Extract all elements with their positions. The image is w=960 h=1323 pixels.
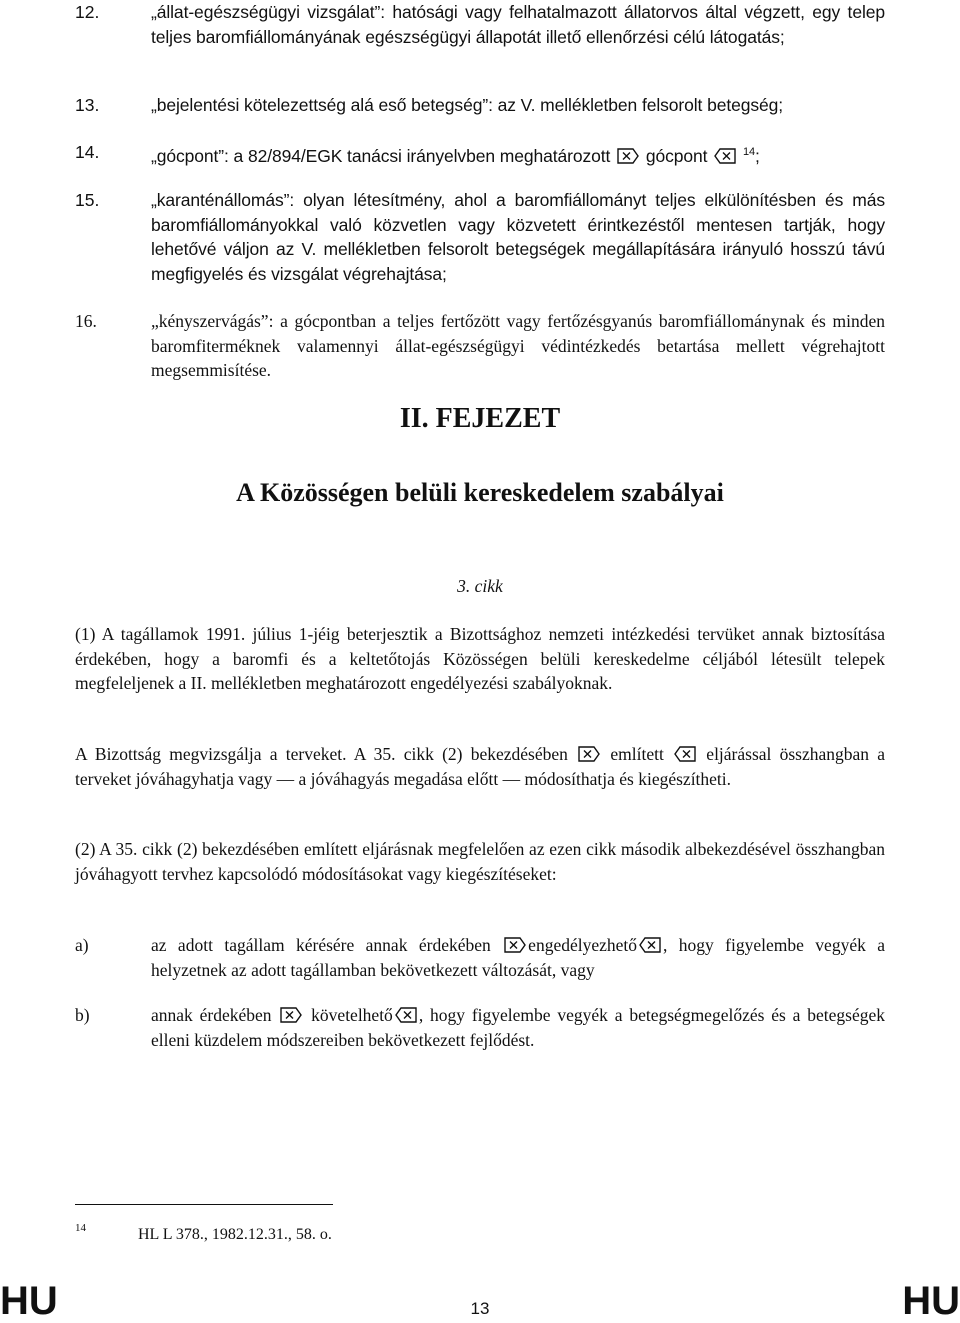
definition-14 — [75, 140, 885, 169]
definition-text: „karanténállomás”: olyan létesítmény, ahol a baromfiállományt teljes elkülönítésben és más baromfiállományokkal való közvetlen vagy közvetett érintkezéstől mentesen tartják, hogy lehetővé váljon az V. mellékletben felsorolt betegségek megállapítására irányuló hosszú távú megfigyelés és vizsgálat végrehajtása; — [151, 190, 885, 284]
language-code-right: HU — [902, 1279, 960, 1323]
item-text — [151, 933, 885, 982]
definition-number: 12. — [75, 2, 100, 22]
page-number: 13 — [470, 1299, 490, 1318]
item-text-mid: engedélyezhető — [528, 935, 637, 955]
definition-text: „bejelentési kötelezettség alá eső betegség”: az V. mellékletben felsorolt betegség; — [151, 95, 784, 115]
insert-end-icon — [714, 148, 736, 164]
item-label: b) — [75, 1005, 90, 1025]
definition-text-pre: „gócpont”: a 82/894/EGK tanácsi irányelvben meghatározott — [151, 146, 611, 166]
item-text-post: , hogy figyelembe vegyék a helyzetnek az adott tagállamban bekövetkezett változását, vagy — [151, 935, 885, 980]
definition-16 — [75, 309, 885, 383]
definition-text-mid: gócpont — [645, 146, 708, 166]
insert-start-icon — [617, 148, 639, 164]
insert-end-icon — [639, 937, 661, 953]
item-text-pre: annak érdekében — [151, 1005, 272, 1025]
definition-text: „állat-egészségügyi vizsgálat”: hatósági vagy felhatalmazott állatorvos által végzett, egy telep teljes baromfiállományának egészségügyi állapotát illető ellenőrzési célú látogatás; — [151, 2, 885, 47]
insert-end-icon — [674, 746, 696, 762]
language-code-left: HU — [0, 1279, 58, 1323]
paragraph-2-mid: említett — [610, 744, 664, 764]
definition-text — [151, 140, 885, 169]
chapter-subtitle: A Közösségen belüli kereskedelem szabályai — [236, 478, 724, 507]
insert-start-icon — [280, 1007, 302, 1023]
footnote-text: HL L 378., 1982.12.31., 58. o. — [138, 1226, 332, 1243]
item-text-mid: követelhető — [311, 1005, 393, 1025]
chapter-title: II. FEJEZET — [399, 403, 561, 434]
insert-end-icon — [395, 1007, 417, 1023]
definition-text-post: ; — [755, 146, 760, 166]
paragraph-2-post: eljárással összhangban a terveket jóváhagyhatja vagy — a jóváhagyás megadása előtt — módosíthatja és kiegészítheti. — [75, 744, 886, 789]
insert-start-icon — [578, 746, 600, 762]
definition-number: 15. — [75, 190, 100, 210]
item-label: a) — [75, 935, 89, 955]
definition-12 — [75, 0, 885, 49]
item-text-pre: az adott tagállam kérésére annak érdekében — [151, 935, 491, 955]
footnote-ref[interactable]: 14 — [742, 146, 755, 158]
definition-13 — [75, 93, 885, 118]
footnote-separator — [75, 1204, 333, 1205]
definition-text: „kényszervágás”: a gócpontban a teljes fertőzött vagy fertőzésgyanús baromfiállománynak és minden baromfiterméknek valamennyi állat-egészségügyi védintézkedés betartása mellett végrehajtott megsemmisítése. — [151, 311, 885, 381]
paragraph-3: (2) A 35. cikk (2) bekezdésében említett eljárásnak megfelelően az ezen cikk második albekezdésével összhangban jóváhagyott tervhez kapcsolódó módosításokat vagy kiegészítéseket: — [75, 839, 885, 884]
paragraph-1: (1) A tagállamok 1991. július 1-jéig beterjesztik a Bizottsághoz nemzeti intézkedési tervüket annak biztosítása érdekében, hogy a baromfi és a keltetőtojás Közösségen belüli kereskedelme céljából létesült telepek megfeleljenek a II. mellékletben meghatározott engedélyezési szabályoknak. — [75, 624, 885, 694]
item-text — [151, 1003, 885, 1052]
definition-15 — [75, 188, 885, 286]
insert-start-icon — [504, 937, 526, 953]
item-b — [75, 1003, 885, 1052]
definition-number: 13. — [75, 95, 100, 115]
item-text-post: , hogy figyelembe vegyék a betegségmegelőzés és a betegségek elleni küzdelem módszereiben bekövetkezett fejlődést. — [151, 1005, 885, 1050]
article-heading: 3. cikk — [457, 576, 503, 596]
item-a — [75, 933, 885, 982]
paragraph-2-pre: A Bizottság megvizsgálja a terveket. A 35. cikk (2) bekezdésében — [75, 744, 568, 764]
definition-number: 14. — [75, 142, 100, 162]
definition-number: 16. — [75, 311, 97, 331]
paragraph-2 — [75, 742, 885, 791]
footnote-number: 14 — [75, 1222, 86, 1234]
